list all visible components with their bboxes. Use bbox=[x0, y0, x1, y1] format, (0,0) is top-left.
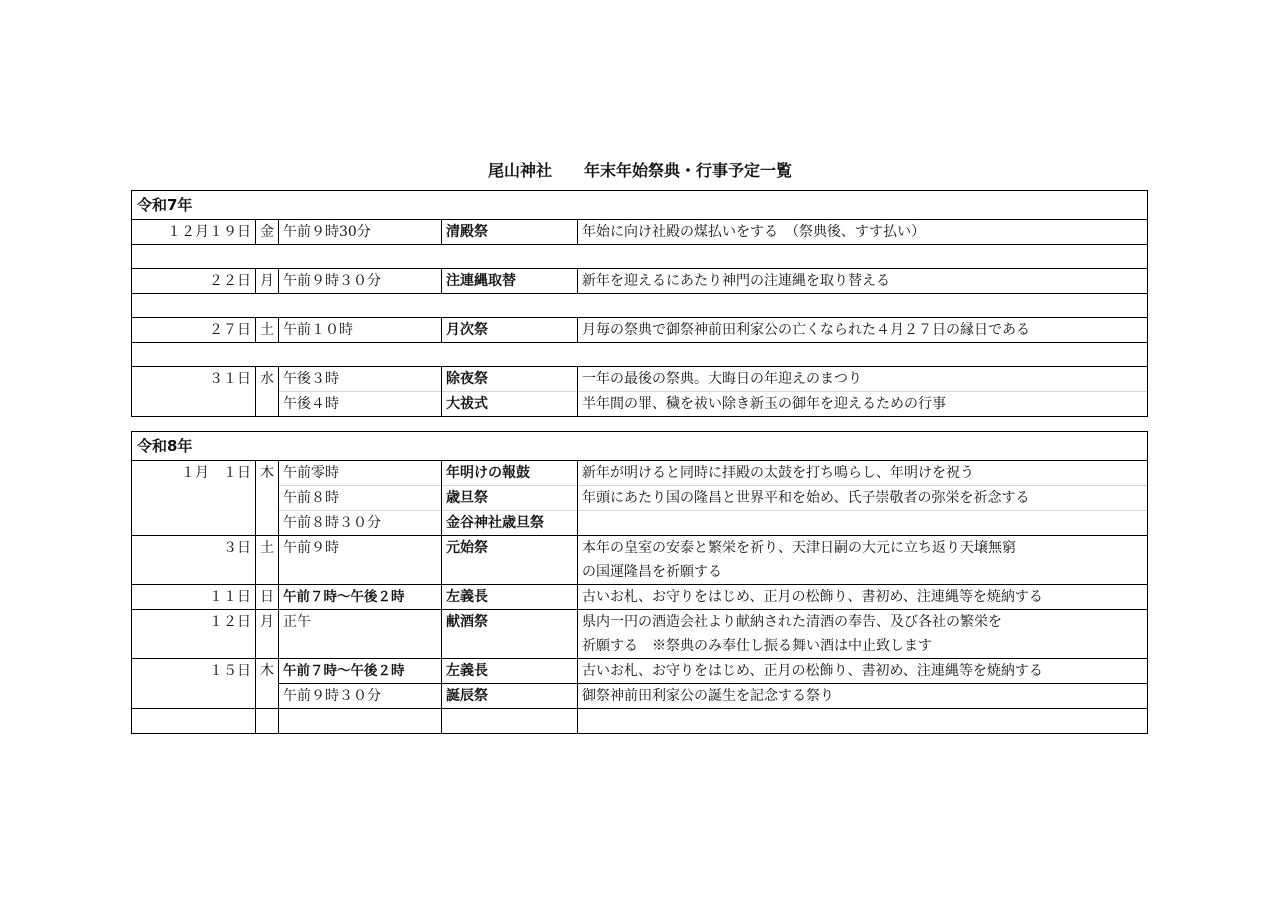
table-row bbox=[132, 461, 1148, 486]
event-weekday: 土 bbox=[256, 318, 279, 343]
event-name: 年明けの報鼓 bbox=[442, 461, 578, 486]
schedule-table-reiwa8 bbox=[131, 431, 1148, 734]
event-name: 左義長 bbox=[442, 585, 578, 610]
event-weekday: 月 bbox=[256, 610, 279, 635]
event-name: 歳旦祭 bbox=[442, 486, 578, 511]
table-row bbox=[132, 392, 1148, 417]
event-description: 御祭神前田利家公の誕生を記念する祭り bbox=[578, 684, 1148, 709]
event-date: １５日 bbox=[132, 659, 256, 684]
event-description-line2: の国運隆昌を祈願する bbox=[578, 560, 1148, 585]
event-name: 注連縄取替 bbox=[442, 269, 578, 294]
event-weekday: 木 bbox=[256, 659, 279, 684]
event-description: 一年の最後の祭典。大晦日の年迎えのまつり bbox=[578, 367, 1148, 392]
event-time: 午後４時 bbox=[279, 392, 442, 417]
event-description-line2: 祈願する ※祭典のみ奉仕し振る舞い酒は中止致します bbox=[578, 634, 1148, 659]
page-title: 尾山神社 年末年始祭典・行事予定一覧 bbox=[487, 161, 792, 180]
event-time: 午前７時～午後２時 bbox=[279, 585, 442, 610]
event-description: 月毎の祭典で御祭神前田利家公の亡くなられた４月２７日の縁日である bbox=[578, 318, 1148, 343]
event-weekday: 日 bbox=[256, 585, 279, 610]
spacer-row bbox=[132, 294, 1148, 318]
table-row bbox=[132, 486, 1148, 511]
event-description bbox=[578, 511, 1148, 536]
spacer-row bbox=[132, 245, 1148, 269]
event-time: 午前９時３０分 bbox=[279, 269, 442, 294]
event-name: 金谷神社歳旦祭 bbox=[442, 511, 578, 536]
event-description: 古いお札、お守りをはじめ、正月の松飾り、書初め、注連縄等を焼納する bbox=[578, 585, 1148, 610]
event-description: 新年を迎えるにあたり神門の注連縄を取り替える bbox=[578, 269, 1148, 294]
section-heading: 令和7年 bbox=[132, 191, 1148, 220]
event-weekday: 木 bbox=[256, 461, 279, 486]
spacer-row bbox=[132, 343, 1148, 367]
event-description: 本年の皇室の安泰と繁栄を祈り、天津日嗣の大元に立ち返り天壌無窮 bbox=[578, 536, 1148, 561]
table-row-continuation bbox=[132, 634, 1148, 659]
event-description: 半年間の罪、穢を祓い除き新玉の御年を迎えるための行事 bbox=[578, 392, 1148, 417]
event-date: ２２日 bbox=[132, 269, 256, 294]
event-time: 午前零時 bbox=[279, 461, 442, 486]
event-date: １２月１９日 bbox=[132, 220, 256, 245]
event-time: 午前１０時 bbox=[279, 318, 442, 343]
event-date: ３１日 bbox=[132, 367, 256, 392]
event-name: 大祓式 bbox=[442, 392, 578, 417]
section-heading: 令和8年 bbox=[132, 432, 1148, 461]
table-row bbox=[132, 220, 1148, 245]
event-time: 午前７時～午後２時 bbox=[279, 659, 442, 684]
event-description: 新年が明けると同時に拝殿の太鼓を打ち鳴らし、年明けを祝う bbox=[578, 461, 1148, 486]
event-description: 年始に向け社殿の煤払いをする （祭典後、すす払い） bbox=[578, 220, 1148, 245]
table-row bbox=[132, 318, 1148, 343]
event-date: １２日 bbox=[132, 610, 256, 635]
table-row bbox=[132, 610, 1148, 635]
event-name: 清殿祭 bbox=[442, 220, 578, 245]
event-date: １１日 bbox=[132, 585, 256, 610]
table-row bbox=[132, 536, 1148, 561]
event-description: 年頭にあたり国の隆昌と世界平和を始め、氏子崇敬者の弥栄を祈念する bbox=[578, 486, 1148, 511]
event-time: 午前９時３０分 bbox=[279, 684, 442, 709]
table-row bbox=[132, 511, 1148, 536]
event-time: 午前８時 bbox=[279, 486, 442, 511]
table-row bbox=[132, 684, 1148, 709]
event-weekday: 金 bbox=[256, 220, 279, 245]
event-name: 月次祭 bbox=[442, 318, 578, 343]
schedule-table-reiwa7 bbox=[131, 190, 1148, 417]
event-name: 誕辰祭 bbox=[442, 684, 578, 709]
event-time: 午前９時 bbox=[279, 536, 442, 561]
table-row bbox=[132, 585, 1148, 610]
event-time: 正午 bbox=[279, 610, 442, 635]
event-weekday: 月 bbox=[256, 269, 279, 294]
event-date: ２７日 bbox=[132, 318, 256, 343]
event-weekday: 土 bbox=[256, 536, 279, 561]
table-row bbox=[132, 269, 1148, 294]
event-name: 元始祭 bbox=[442, 536, 578, 561]
event-time: 午前９時30分 bbox=[279, 220, 442, 245]
blank-row bbox=[132, 709, 1148, 734]
event-name: 献酒祭 bbox=[442, 610, 578, 635]
event-name: 除夜祭 bbox=[442, 367, 578, 392]
event-date: ３日 bbox=[132, 536, 256, 561]
event-time: 午後３時 bbox=[279, 367, 442, 392]
table-row-continuation bbox=[132, 560, 1148, 585]
event-weekday: 水 bbox=[256, 367, 279, 392]
event-description: 県内一円の酒造会社より献納された清酒の奉告、及び各社の繁栄を bbox=[578, 610, 1148, 635]
event-name: 左義長 bbox=[442, 659, 578, 684]
event-date: １月 １日 bbox=[132, 461, 256, 486]
event-time: 午前８時３０分 bbox=[279, 511, 442, 536]
table-row bbox=[132, 659, 1148, 684]
event-description: 古いお札、お守りをはじめ、正月の松飾り、書初め、注連縄等を焼納する bbox=[578, 659, 1148, 684]
table-row bbox=[132, 367, 1148, 392]
